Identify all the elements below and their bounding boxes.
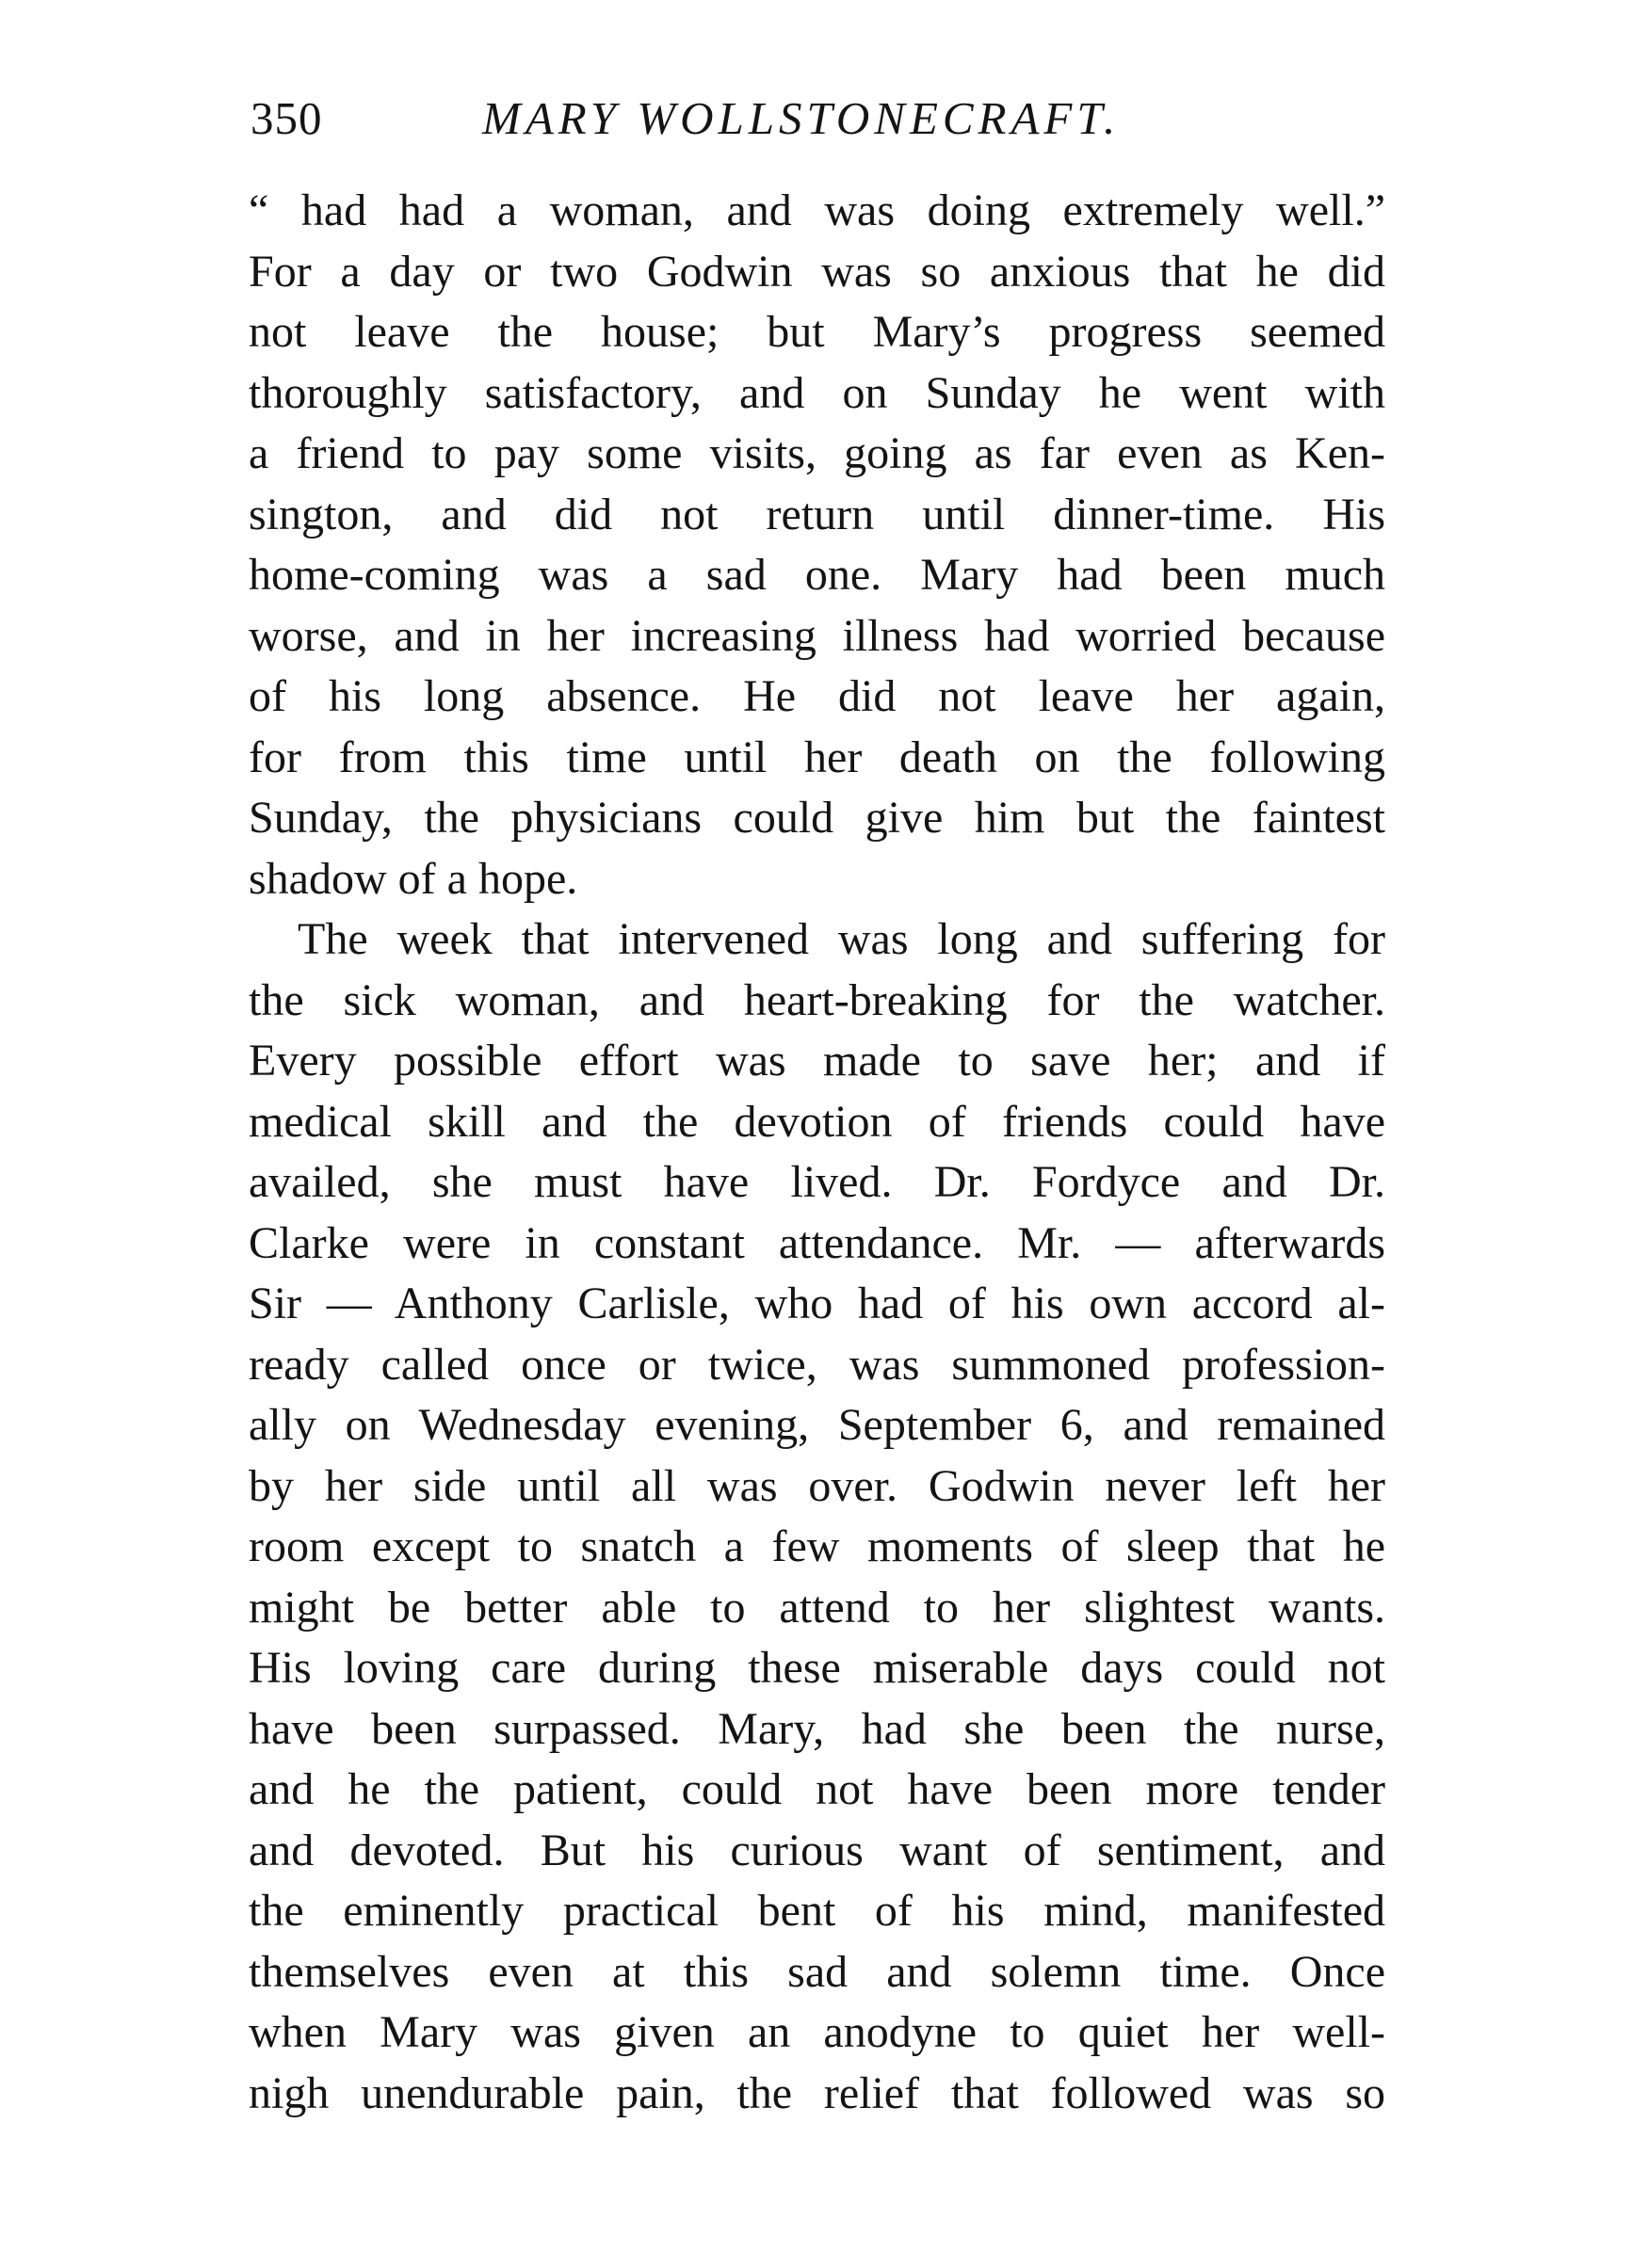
running-head bbox=[251, 81, 1399, 156]
text-line: His loving care during these miserable days could not bbox=[249, 1643, 1385, 1693]
text-line: by her side until all was over. Godwin never left her bbox=[249, 1460, 1385, 1511]
text-line: sington, and did not return until dinner-time. His bbox=[249, 489, 1385, 539]
text-line: and devoted. But his curious want of sentiment, and bbox=[249, 1825, 1385, 1875]
text-line: shadow of a hope. bbox=[249, 853, 578, 904]
text-line: Every possible effort was made to save her; and if bbox=[249, 1036, 1385, 1086]
text-line: home-coming was a sad one. Mary had been much bbox=[249, 550, 1385, 600]
text-line: The week that intervened was long and suffering for bbox=[298, 914, 1385, 964]
text-line: the sick woman, and heart-breaking for the watcher. bbox=[249, 974, 1385, 1025]
paragraph-2 bbox=[249, 909, 1385, 2124]
text-line: “ had had a woman, and was doing extremely well.” bbox=[249, 185, 1385, 235]
text-line: room except to snatch a few moments of sleep that he bbox=[249, 1521, 1385, 1571]
text-line: availed, she must have lived. Dr. Fordyce and Dr. bbox=[249, 1157, 1385, 1207]
text-line: for from this time until her death on the following bbox=[249, 732, 1385, 782]
text-line: the eminently practical bent of his mind, manifested bbox=[249, 1886, 1385, 1936]
text-line: a friend to pay some visits, going as far even as Ken- bbox=[249, 428, 1385, 478]
text-line: have been surpassed. Mary, had she been the nurse, bbox=[249, 1703, 1385, 1754]
text-line: and he the patient, could not have been more tender bbox=[249, 1764, 1385, 1814]
text-line: ready called once or twice, was summoned profession- bbox=[249, 1339, 1385, 1390]
text-line: of his long absence. He did not leave her again, bbox=[249, 671, 1385, 721]
text-line: worse, and in her increasing illness had worried because bbox=[249, 610, 1385, 661]
running-title: MARY WOLLSTONECRAFT. bbox=[482, 92, 1121, 144]
page-number: 350 bbox=[251, 92, 323, 144]
text-line: themselves even at this sad and solemn time. Once bbox=[249, 1946, 1385, 1997]
text-line: not leave the house; but Mary’s progress seemed bbox=[249, 307, 1385, 357]
body-text bbox=[249, 181, 1385, 2124]
text-line: thoroughly satisfactory, and on Sunday he went with bbox=[249, 367, 1385, 418]
text-line: when Mary was given an anodyne to quiet her well- bbox=[249, 2007, 1385, 2057]
text-line: might be better able to attend to her slightest wants. bbox=[249, 1582, 1385, 1633]
paragraph-1 bbox=[249, 181, 1385, 909]
text-line: nigh unendurable pain, the relief that followed was so bbox=[249, 2067, 1385, 2118]
text-line: For a day or two Godwin was so anxious that he did bbox=[249, 246, 1385, 297]
text-line: ally on Wednesday evening, September 6, and remained bbox=[249, 1400, 1385, 1450]
text-line: Clarke were in constant attendance. Mr. — afterwards bbox=[249, 1217, 1385, 1268]
text-line: medical skill and the devotion of friends could have bbox=[249, 1096, 1385, 1147]
text-line: Sunday, the physicians could give him but the faintest bbox=[249, 793, 1385, 843]
text-line: Sir — Anthony Carlisle, who had of his own accord al- bbox=[249, 1279, 1385, 1328]
